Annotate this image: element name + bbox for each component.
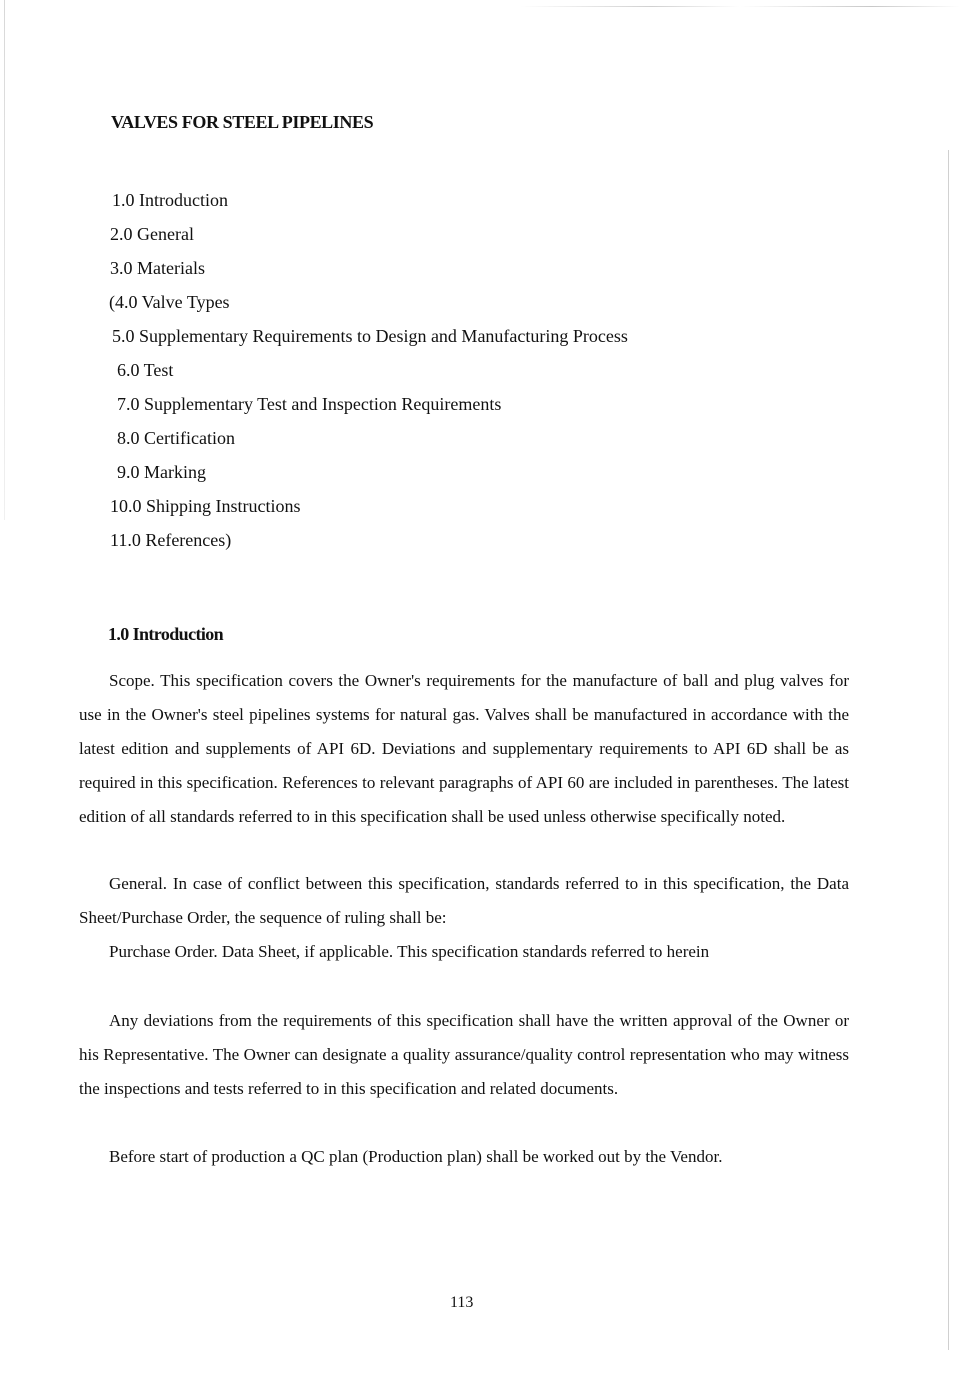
toc-item: 2.0 General <box>110 224 194 244</box>
toc-item: 3.0 Materials <box>110 258 205 278</box>
toc-item: 11.0 References) <box>110 530 232 550</box>
section-heading-introduction: 1.0 Introduction <box>108 624 224 644</box>
paragraph-ruling-order: Purchase Order. Data Sheet, if applicable. This specification standards referred to herein <box>109 942 710 961</box>
page-number: 113 <box>450 1294 474 1311</box>
scan-artifact-top <box>520 6 960 7</box>
toc-item: 7.0 Supplementary Test and Inspection Requirements <box>117 394 502 414</box>
toc-item: 1.0 Introduction <box>112 190 228 210</box>
paragraph-general: General. In case of conflict between this specification, standards referred to in this specification, the Data Sheet/Purchase Order, the sequence of ruling shall be: <box>79 874 849 927</box>
paragraph-deviations: Any deviations from the requirements of this specification shall have the written approval of the Owner or his Representative. The Owner can designate a quality assurance/quality control representation who may witness the inspections and tests referred to in this specification and related documents. <box>79 1011 849 1098</box>
document-title: VALVES FOR STEEL PIPELINES <box>111 112 374 132</box>
scan-artifact-left-edge <box>4 0 5 520</box>
toc-item: 9.0 Marking <box>117 462 206 482</box>
toc-item: (4.0 Valve Types <box>109 292 230 312</box>
toc-item: 10.0 Shipping Instructions <box>110 496 301 516</box>
paragraph-scope: Scope. This specification covers the Owner's requirements for the manufacture of ball and plug valves for use in the Owner's steel pipelines systems for natural gas. Valves shall be manufactured in accordance with the latest edition and supplements of API 6D. Deviations and supplementary requirements to API 6D shall be as required in this specification. References to relevant paragraphs of API 60 are included in parentheses. The latest edition of all standards referred to in this specification shall be used unless otherwise specifically noted. <box>79 671 849 826</box>
toc-item: 8.0 Certification <box>117 428 235 448</box>
toc-item: 6.0 Test <box>117 360 174 380</box>
paragraph-qc-plan: Before start of production a QC plan (Production plan) shall be worked out by the Vendor. <box>109 1147 723 1166</box>
scan-artifact-right-edge <box>948 150 949 1350</box>
toc-item: 5.0 Supplementary Requirements to Design and Manufacturing Process <box>112 326 628 346</box>
